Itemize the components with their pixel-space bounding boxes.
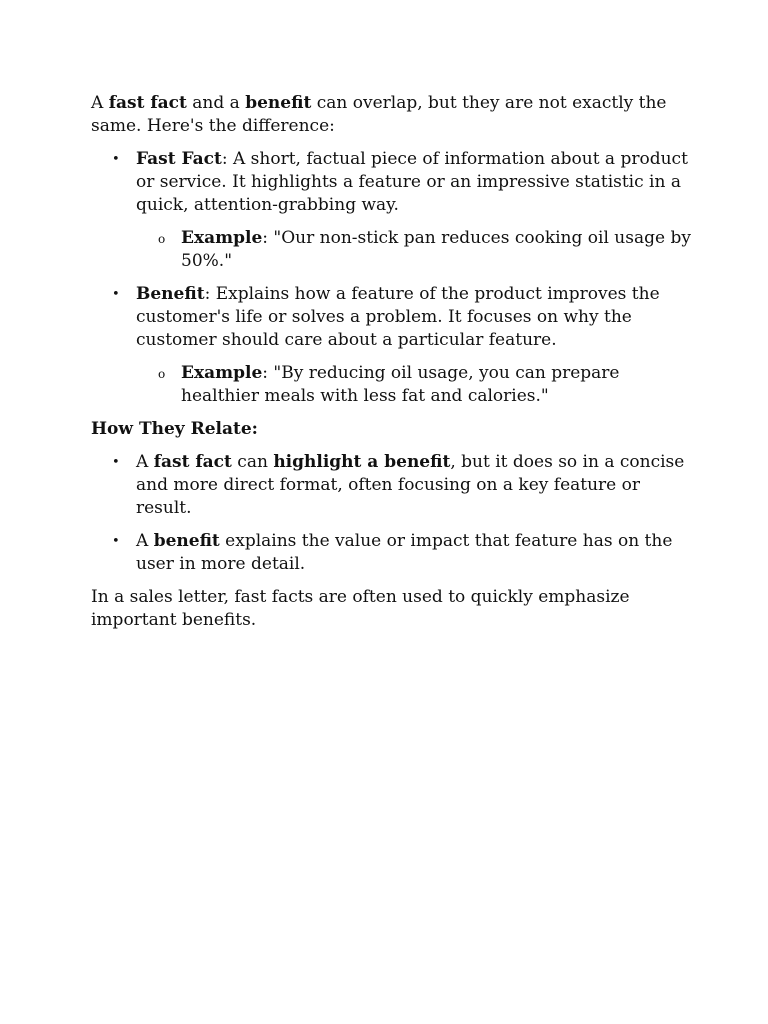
example-item xyxy=(136,362,691,408)
example-list xyxy=(136,227,691,273)
relate-term: highlight a benefit xyxy=(273,452,451,472)
intro-text: and a xyxy=(186,93,246,113)
definition-item-fast-fact xyxy=(91,148,691,273)
relate-list xyxy=(91,451,691,576)
relate-text: can xyxy=(231,452,274,472)
example-list xyxy=(136,362,691,408)
relate-text: A xyxy=(136,452,154,472)
relate-text: explains the value or impact that feature has on the user in more detail. xyxy=(136,531,673,574)
definition-term: Benefit xyxy=(136,284,205,304)
example-item xyxy=(136,227,691,273)
intro-text: A xyxy=(91,93,109,113)
definition-item-benefit xyxy=(91,283,691,408)
bullet-icon: • xyxy=(112,287,120,302)
intro-term-benefit: benefit xyxy=(245,93,312,113)
definition-text: : A short, factual piece of information about a product or service. It highlights a feature or an impressive statistic in a quick, attention-grabbing way. xyxy=(136,149,688,215)
document-page xyxy=(91,92,691,642)
definitions-list xyxy=(91,148,691,408)
intro-text: can overlap, but they are not exactly the same. Here's the difference: xyxy=(91,93,667,136)
definition-term: Fast Fact xyxy=(136,149,222,169)
example-label: Example xyxy=(181,228,263,248)
relate-text: , but it does so in a concise and more direct format, often focusing on a key feature or result. xyxy=(136,452,685,518)
relate-term: fast fact xyxy=(153,452,232,472)
relate-text: A xyxy=(136,531,154,551)
circle-bullet-icon: o xyxy=(158,232,166,246)
section-heading: How They Relate: xyxy=(91,419,258,439)
relate-item xyxy=(91,451,691,520)
relate-term: benefit xyxy=(153,531,220,551)
example-text: : "Our non-stick pan reduces cooking oil usage by 50%." xyxy=(181,228,691,271)
intro-term-fast-fact: fast fact xyxy=(108,93,187,113)
bullet-icon: • xyxy=(112,152,120,167)
example-text: : "By reducing oil usage, you can prepare healthier meals with less fat and calories." xyxy=(181,363,620,406)
definition-text: : Explains how a feature of the product improves the customer's life or solves a problem. It focuses on why the customer should care about a particular feature. xyxy=(136,284,660,350)
relate-item xyxy=(91,530,691,576)
example-label: Example xyxy=(181,363,263,383)
conclusion-paragraph: In a sales letter, fast facts are often used to quickly emphasize important benefits. xyxy=(91,587,630,630)
intro-paragraph xyxy=(91,92,691,138)
circle-bullet-icon: o xyxy=(158,367,166,381)
bullet-icon: • xyxy=(112,455,120,470)
bullet-icon: • xyxy=(112,534,120,549)
